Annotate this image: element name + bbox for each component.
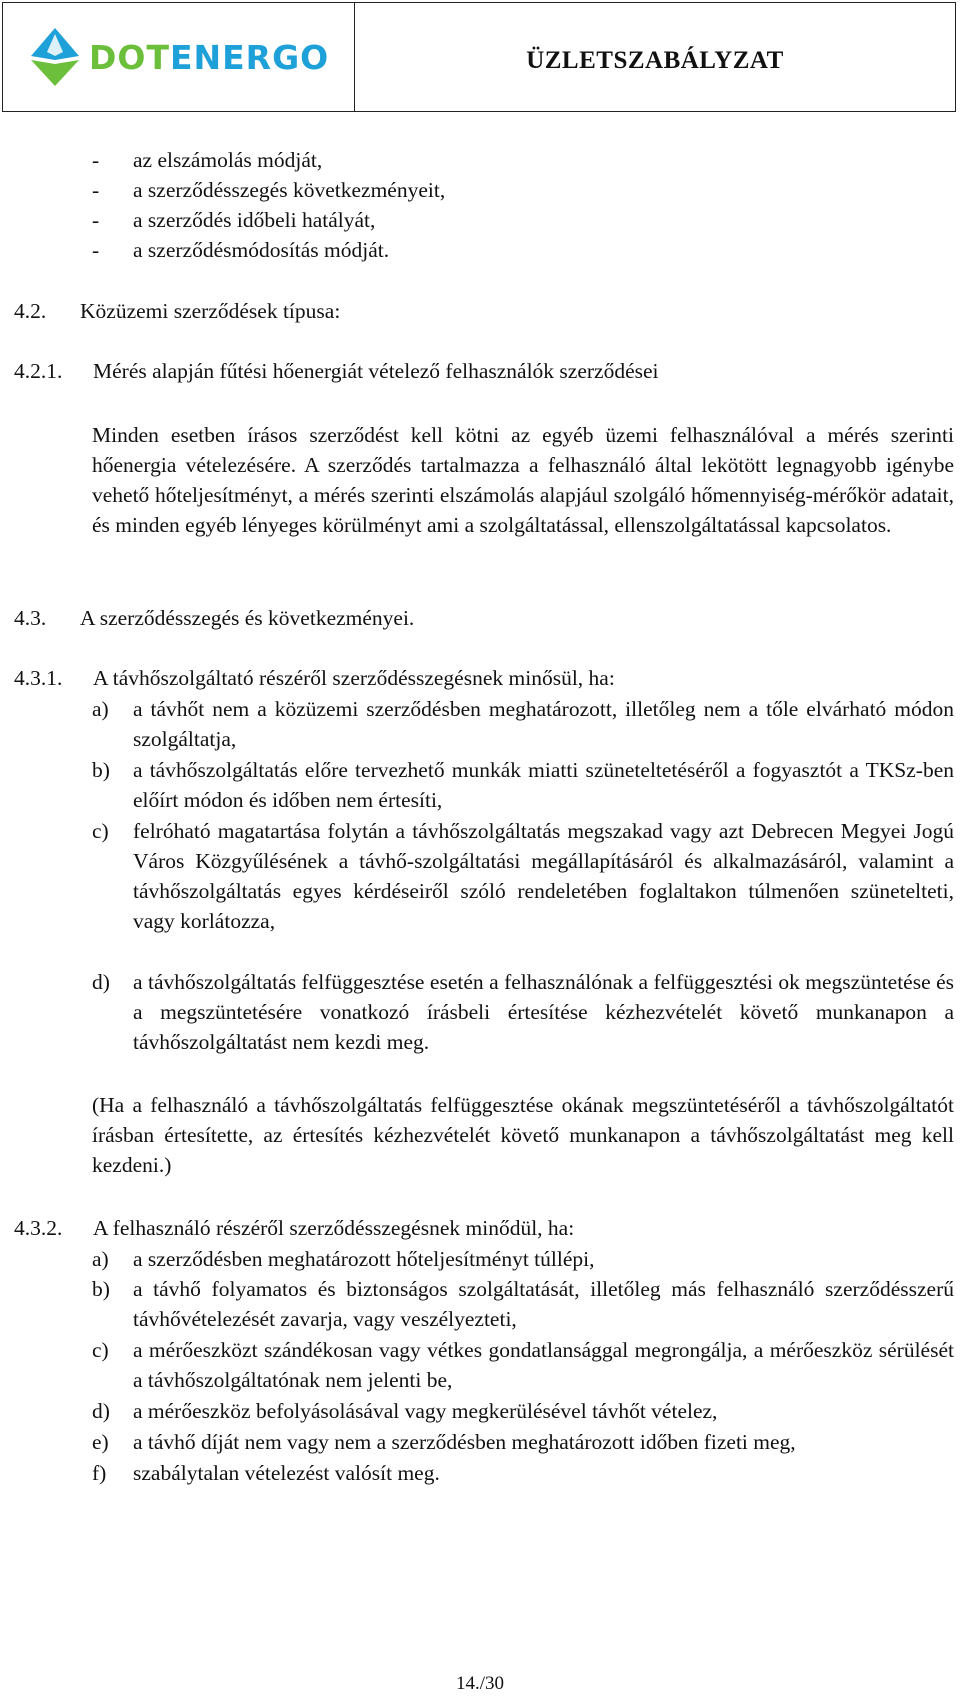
logo-diamond-icon <box>29 26 81 88</box>
item-label: b) <box>92 758 110 782</box>
list-item: a szerződésmódosítás módját. <box>133 238 390 262</box>
paragraph: Minden esetben írásos szerződést kell kötni az egyéb üzemi felhasználóval a mérés szerinti hőenergia vételezésére. A szerződés tartalmazza a felhasználó által lekötött legnagyobb igénybe vehető hőteljesítményt, a mérés szerinti elszámolás alapjául szolgáló hőmennyiség-mérőkör adatait, és minden egyéb lényeges körülményt ami a szolgáltatással, ellenszolgáltatással kapcsolatos. <box>92 423 954 537</box>
section-heading: A szerződésszegés és következményei. <box>80 606 415 630</box>
list-item: a távhőszolgáltatás előre tervezhető munkák miatti szüneteltetéséről a fogyasztót a TKSz-ben előírt módon és időben nem értesíti, <box>133 758 954 812</box>
item-label: b) <box>92 1277 110 1301</box>
item-label: e) <box>92 1430 109 1454</box>
list-item: a távhő díját nem vagy nem a szerződésben meghatározott időben fizeti meg, <box>133 1430 796 1454</box>
list-item: szabálytalan vételezést valósít meg. <box>133 1461 440 1485</box>
list-dash: - <box>92 238 100 262</box>
section-heading: A távhőszolgáltató részéről szerződésszegésnek minősül, ha: <box>93 666 615 690</box>
list-item: a távhő folyamatos és biztonságos szolgáltatását, illetőleg más felhasználó szerződésszerű távhővételezését zavarja, vagy veszélyezteti, <box>133 1277 954 1331</box>
section-number: 4.2. <box>14 299 47 323</box>
item-label: a) <box>92 1247 109 1271</box>
list-item: a távhőt nem a közüzemi szerződésben meghatározott, illetőleg nem a tőle elvárható módon szolgáltatja, <box>133 697 954 751</box>
item-label: a) <box>92 697 109 721</box>
list-item: a távhőszolgáltatás felfüggesztése esetén a felhasználónak a felfüggesztési ok megszüntetése és a megszüntetésére vonatkozó írásbeli értesítése kézhezvételét követő munkanapon a távhőszolgáltatást nem kezdi meg. <box>133 970 954 1054</box>
item-label: c) <box>92 819 109 843</box>
list-dash: - <box>92 178 100 202</box>
note-paragraph: (Ha a felhasználó a távhőszolgáltatás felfüggesztése okának megszüntetéséről a távhőszolgáltatót írásban értesítette, az értesítés kézhezvételét követő munkanapon a távhőszolgáltatást meg kell kezdeni.) <box>92 1093 954 1177</box>
logo-wordmark: DOTENERGO <box>89 37 330 77</box>
item-label: c) <box>92 1338 109 1362</box>
list-item: az elszámolás módját, <box>133 148 323 172</box>
page-number: 14./30 <box>456 1673 505 1694</box>
item-label: f) <box>92 1461 107 1485</box>
section-number: 4.3.1. <box>14 666 63 690</box>
item-label: d) <box>92 970 110 994</box>
list-item: a mérőeszköz befolyásolásával vagy megkerülésével távhőt vételez, <box>133 1399 718 1423</box>
list-item: felróható magatartása folytán a távhőszolgáltatás megszakad vagy azt Debrecen Megyei Jogú Város Közgyűlésének a távhő-szolgáltatási megállapításáról és alkalmazásáról, valamint a távhőszolgáltatás egyes kérdéseiről szóló rendeletében foglaltakon túlmenően szünetelteti, vagy korlátozza, <box>133 819 954 933</box>
list-dash: - <box>92 148 100 172</box>
section-number: 4.3. <box>14 606 47 630</box>
list-dash: - <box>92 208 100 232</box>
item-label: d) <box>92 1399 110 1423</box>
section-heading: Mérés alapján fűtési hőenergiát vételező felhasználók szerződései <box>93 359 659 383</box>
page-header <box>2 2 956 112</box>
list-item: a szerződés időbeli hatályát, <box>133 208 376 232</box>
section-heading: A felhasználó részéről szerződésszegésnek minődül, ha: <box>93 1216 575 1240</box>
logo <box>3 3 355 111</box>
section-number: 4.2.1. <box>14 359 63 383</box>
section-heading: Közüzemi szerződések típusa: <box>80 299 341 323</box>
document-title: ÜZLETSZABÁLYZAT <box>526 47 784 74</box>
section-number: 4.3.2. <box>14 1216 63 1240</box>
list-item: a szerződésszegés következményeit, <box>133 178 446 202</box>
list-item: a mérőeszközt szándékosan vagy vétkes gondatlansággal megrongálja, a mérőeszköz sérülését a távhőszolgáltatónak nem jelenti be, <box>133 1338 954 1392</box>
list-item: a szerződésben meghatározott hőteljesítményt túllépi, <box>133 1247 595 1271</box>
